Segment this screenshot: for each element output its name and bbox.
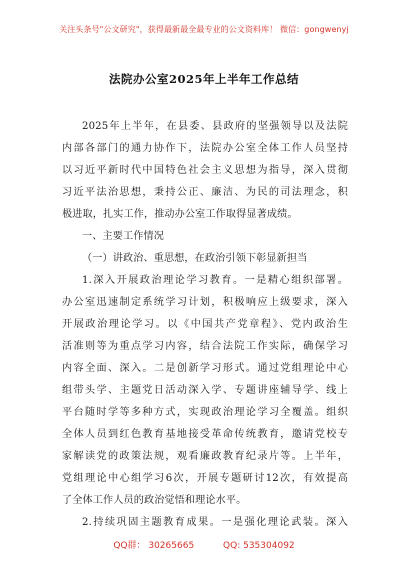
qq-number: QQ: 535304092 [223,541,295,551]
paragraph-line: 开展政治理论学习。以《中国共产党章程》、党内政治生 [62,319,348,330]
paragraph-line: 内容全面、深入。二是创新学习形式。通过党组理论中心 [62,363,348,374]
paragraph-line: 了全体工作人员的政治觉悟和理论水平。 [62,495,247,506]
paragraph-line: 2025年上半年，在县委、县政府的坚强领导以及法院 [82,121,348,132]
paragraph-line: 2.持续巩固主题教育成果。一是强化理论武装。深入 [82,517,348,528]
subsection-heading: （一）讲政治、重思想，在政治引领下彰显新担当 [82,253,308,264]
paragraph-line: 习近平法治思想，秉持公正、廉洁、为民的司法理念，积 [62,187,348,198]
paragraph-line: 办公室迅速制定系统学习计划，积极响应上级要求，深入 [62,297,348,308]
paragraph-line: 家解读党的政策法规，观看廉政教育纪录片等。上半年， [62,451,348,462]
document-body [62,116,348,534]
paragraph-line: 党组理论中心组学习6次，开展专题研讨12次，有效提高 [62,473,348,484]
qq-group-number: QQ群： 30265665 [113,541,195,551]
section-heading: 一、主要工作情况 [82,231,164,242]
paragraph-line: 内部各部门的通力协作下，法院办公室全体工作人员坚持 [62,143,348,154]
document-title: 法院办公室2025年上半年工作总结 [108,72,299,86]
footer-contact [0,538,408,551]
paragraph-line: 1.深入开展政治理论学习教育。一是精心组织部署。 [82,275,348,286]
header-banner: 关注头条号"公文研究"，获得最新最全最专业的公文资料库！ 微信：gongwenyj [59,25,349,34]
paragraph-line: 活准则等为重点学习内容，结合法院工作实际，确保学习 [62,341,348,352]
paragraph-line: 全体人员到红色教育基地接受革命传统教育，邀请党校专 [62,429,348,440]
paragraph-line: 平台随时学等多种方式，实现政治理论学习全覆盖。组织 [62,407,348,418]
paragraph-line: 组带头学、主题党日活动深入学、专题讲座辅导学、线上 [62,385,348,396]
paragraph-line: 以习近平新时代中国特色社会主义思想为指导，深入贯彻 [62,165,348,176]
paragraph-line: 极进取，扎实工作，推动办公室工作取得显著成绩。 [62,209,298,220]
